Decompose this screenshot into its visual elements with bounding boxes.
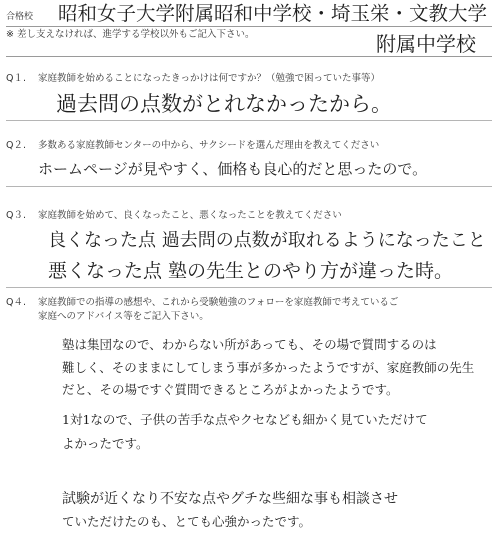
answer-4-line-7: ていただけたのも、とても心強かったです。 <box>62 514 312 529</box>
question-2-number: Q２. <box>6 140 26 151</box>
header-rule <box>6 26 492 27</box>
answer-3-rule <box>6 287 492 288</box>
question-4-text: 家庭教師での指導の感想や、これから受験勉強のフォローを家庭教師で考えているご <box>38 297 399 308</box>
school-names-line1: 昭和女子大学附属昭和中学校・埼玉栄・文教大学 <box>58 2 488 25</box>
passed-school-label: 合格校 <box>6 12 34 22</box>
answer-3-line-1: 良くなった点 過去問の点数が取れるようになったこと <box>48 230 486 251</box>
answer-4-line-4: 1対1なので、子供の苦手な点やクセなども細かく見ていただけて <box>62 412 428 427</box>
answer-3-line-2: 悪くなった点 塾の先生とのやり方が違った時。 <box>48 260 454 282</box>
header-note: ※ 差し支えなければ、進学する学校以外もご記入下さい。 <box>6 29 255 40</box>
answer-4-line-1: 塾は集団なので、わからない所があっても、その場で質問するのは <box>62 337 437 352</box>
question-2-text: 多数ある家庭教師センターの中から、サクシードを選んだ理由を教えてください <box>38 140 380 151</box>
question-3-number: Q３. <box>6 210 26 221</box>
question-4-number: Q４. <box>6 297 26 308</box>
question-1-number: Q１. <box>6 73 26 84</box>
answer-1-rule <box>6 120 492 121</box>
answer-4-line-2: 難しく、そのままにしてしまう事が多かったようですが、家庭教師の先生 <box>62 360 475 375</box>
school-names-line2: 附属中学校 <box>376 32 476 56</box>
header-bottom-rule <box>6 56 492 57</box>
question-4-text-cont: 家庭へのアドバイス等をご記入下さい。 <box>38 311 209 322</box>
answer-1-line-1: 過去問の点数がとれなかったから。 <box>56 92 392 116</box>
answer-4-line-6: 試験が近くなり不安な点やグチな些細な事も相談させ <box>62 491 398 507</box>
answer-4-line-5: よかったです。 <box>62 436 149 451</box>
answer-2-rule <box>6 186 492 187</box>
question-3-text: 家庭教師を始めて、良くなったこと、悪くなったことを教えてください <box>38 210 342 221</box>
answer-4-line-3: だと、その場ですぐ質問できるところがよかったようです。 <box>62 382 399 397</box>
question-1-text: 家庭教師を始めることになったきっかけは何ですか？（勉強で困っていた事等） <box>38 73 381 84</box>
answer-2-line-1: ホームページが見やすく、価格も良心的だと思ったので。 <box>38 160 428 178</box>
